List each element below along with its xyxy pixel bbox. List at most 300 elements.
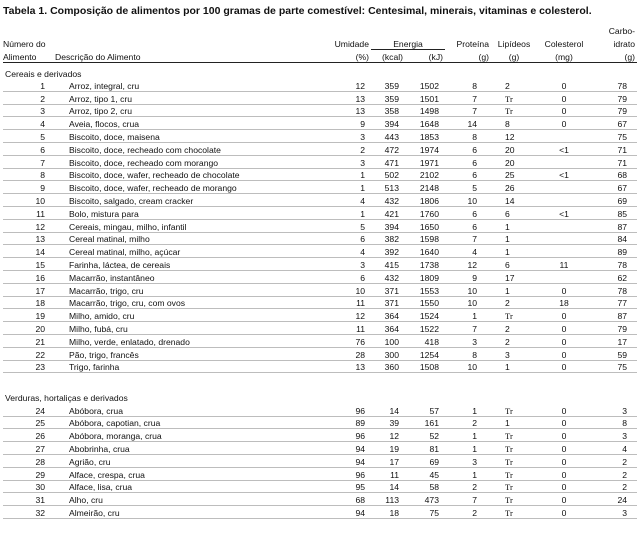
lipideos-value: 1 bbox=[491, 245, 537, 258]
colesterol-value: 0 bbox=[537, 309, 591, 322]
umidade-value: 3 bbox=[317, 258, 371, 271]
umidade-value: 96 bbox=[317, 403, 371, 416]
carboidrato-value: 24 bbox=[591, 493, 637, 506]
food-number: 11 bbox=[3, 206, 55, 219]
food-number: 7 bbox=[3, 155, 55, 168]
energia-kj-value: 1809 bbox=[405, 270, 445, 283]
energia-kj-value: 1640 bbox=[405, 245, 445, 258]
lipideos-value: Tr bbox=[491, 309, 537, 322]
table-row bbox=[3, 506, 637, 519]
energia-kj-value: 1853 bbox=[405, 130, 445, 143]
food-number: 2 bbox=[3, 91, 55, 104]
colesterol-value: 0 bbox=[537, 334, 591, 347]
energia-kj-value: 1501 bbox=[405, 91, 445, 104]
header-carbo-line1: Carbo- bbox=[608, 26, 635, 36]
header-umidade: Umidade bbox=[334, 39, 369, 49]
energia-kcal-value: 392 bbox=[371, 245, 405, 258]
table-row bbox=[3, 181, 637, 194]
colesterol-value: <1 bbox=[537, 206, 591, 219]
energia-kj-value: 1971 bbox=[405, 155, 445, 168]
lipideos-value: 2 bbox=[491, 79, 537, 92]
lipideos-value: 25 bbox=[491, 168, 537, 181]
proteina-value: 10 bbox=[445, 360, 491, 373]
lipideos-value: 6 bbox=[491, 258, 537, 271]
table-row bbox=[3, 467, 637, 480]
energia-kcal-value: 364 bbox=[371, 322, 405, 335]
energia-kcal-value: 421 bbox=[371, 206, 405, 219]
lipideos-value: Tr bbox=[491, 455, 537, 468]
carboidrato-value: 68 bbox=[591, 168, 637, 181]
section-title: Verduras, hortaliças e derivados bbox=[5, 393, 128, 404]
energia-kj-value: 1650 bbox=[405, 219, 445, 232]
section-spacer-cell bbox=[3, 373, 637, 388]
energia-kcal-value: 359 bbox=[371, 79, 405, 92]
umidade-value: 1 bbox=[317, 181, 371, 194]
food-number: 29 bbox=[3, 467, 55, 480]
colesterol-value: 11 bbox=[537, 258, 591, 271]
table-row bbox=[3, 309, 637, 322]
section-header-row bbox=[3, 62, 637, 79]
energia-kcal-value: 394 bbox=[371, 219, 405, 232]
table-row bbox=[3, 296, 637, 309]
carboidrato-value: 77 bbox=[591, 296, 637, 309]
food-description: Abóbora, capotian, crua bbox=[55, 416, 317, 429]
proteina-value: 6 bbox=[445, 219, 491, 232]
food-number: 6 bbox=[3, 142, 55, 155]
carboidrato-value: 78 bbox=[591, 283, 637, 296]
lipideos-value: 12 bbox=[491, 130, 537, 143]
lipideos-value: 17 bbox=[491, 270, 537, 283]
food-description: Milho, verde, enlatado, drenado bbox=[55, 334, 317, 347]
carboidrato-value: 89 bbox=[591, 245, 637, 258]
energia-kj-value: 1598 bbox=[405, 232, 445, 245]
energia-kcal-value: 113 bbox=[371, 493, 405, 506]
food-number: 16 bbox=[3, 270, 55, 283]
colesterol-value: 0 bbox=[537, 416, 591, 429]
food-description: Macarrão, trigo, cru, com ovos bbox=[55, 296, 317, 309]
header-colesterol: Colesterol bbox=[544, 39, 584, 49]
lipideos-value: 3 bbox=[491, 347, 537, 360]
table-row bbox=[3, 442, 637, 455]
colesterol-value: 0 bbox=[537, 506, 591, 519]
food-number: 30 bbox=[3, 480, 55, 493]
table-row bbox=[3, 322, 637, 335]
food-description: Alface, lisa, crua bbox=[55, 480, 317, 493]
umidade-value: 2 bbox=[317, 142, 371, 155]
food-description: Macarrão, instantâneo bbox=[55, 270, 317, 283]
energia-kj-value: 1738 bbox=[405, 258, 445, 271]
energia-kj-value: 58 bbox=[405, 480, 445, 493]
lipideos-value: 1 bbox=[491, 219, 537, 232]
table-row bbox=[3, 360, 637, 373]
proteina-value: 2 bbox=[445, 506, 491, 519]
header-numero-line2: Alimento bbox=[3, 49, 55, 62]
carboidrato-value: 8 bbox=[591, 416, 637, 429]
energia-kj-value: 1524 bbox=[405, 309, 445, 322]
energia-kcal-value: 359 bbox=[371, 91, 405, 104]
lipideos-value: 20 bbox=[491, 155, 537, 168]
energia-kcal-value: 371 bbox=[371, 296, 405, 309]
colesterol-value: 0 bbox=[537, 117, 591, 130]
header-carbo-unit: (g) bbox=[591, 49, 637, 62]
carboidrato-value: 67 bbox=[591, 181, 637, 194]
food-description: Cereal matinal, milho bbox=[55, 232, 317, 245]
lipideos-value: Tr bbox=[491, 493, 537, 506]
energia-kj-value: 52 bbox=[405, 429, 445, 442]
section-title: Cereais e derivados bbox=[5, 68, 82, 79]
carboidrato-value: 2 bbox=[591, 455, 637, 468]
umidade-value: 89 bbox=[317, 416, 371, 429]
food-number: 20 bbox=[3, 322, 55, 335]
umidade-value: 94 bbox=[317, 455, 371, 468]
food-description: Abóbora, crua bbox=[55, 403, 317, 416]
energia-kcal-value: 11 bbox=[371, 467, 405, 480]
proteina-value: 7 bbox=[445, 322, 491, 335]
lipideos-value: 26 bbox=[491, 181, 537, 194]
proteina-value: 4 bbox=[445, 245, 491, 258]
food-number: 14 bbox=[3, 245, 55, 258]
proteina-value: 8 bbox=[445, 347, 491, 360]
table-row bbox=[3, 403, 637, 416]
energia-kcal-value: 382 bbox=[371, 232, 405, 245]
energia-kcal-value: 513 bbox=[371, 181, 405, 194]
food-description: Pão, trigo, francês bbox=[55, 347, 317, 360]
food-description: Biscoito, doce, maisena bbox=[55, 130, 317, 143]
energia-kj-value: 473 bbox=[405, 493, 445, 506]
energia-kj-value: 418 bbox=[405, 334, 445, 347]
lipideos-value: 2 bbox=[491, 296, 537, 309]
table-header bbox=[3, 23, 637, 62]
energia-kcal-value: 360 bbox=[371, 360, 405, 373]
carboidrato-value: 2 bbox=[591, 480, 637, 493]
proteina-value: 14 bbox=[445, 117, 491, 130]
carboidrato-value: 78 bbox=[591, 79, 637, 92]
energia-kcal-value: 471 bbox=[371, 155, 405, 168]
umidade-value: 4 bbox=[317, 245, 371, 258]
umidade-value: 28 bbox=[317, 347, 371, 360]
energia-kj-value: 69 bbox=[405, 455, 445, 468]
lipideos-value: 1 bbox=[491, 232, 537, 245]
energia-kj-value: 75 bbox=[405, 506, 445, 519]
food-description: Trigo, farinha bbox=[55, 360, 317, 373]
header-energia: Energia bbox=[371, 36, 445, 49]
umidade-value: 68 bbox=[317, 493, 371, 506]
carboidrato-value: 75 bbox=[591, 360, 637, 373]
lipideos-value: 2 bbox=[491, 322, 537, 335]
proteina-value: 7 bbox=[445, 91, 491, 104]
food-description: Biscoito, doce, recheado com morango bbox=[55, 155, 317, 168]
energia-kcal-value: 100 bbox=[371, 334, 405, 347]
food-description: Cereais, mingau, milho, infantil bbox=[55, 219, 317, 232]
food-description: Milho, fubá, cru bbox=[55, 322, 317, 335]
energia-kcal-value: 39 bbox=[371, 416, 405, 429]
energia-kcal-value: 432 bbox=[371, 270, 405, 283]
proteina-value: 6 bbox=[445, 142, 491, 155]
colesterol-value bbox=[537, 270, 591, 283]
proteina-value: 8 bbox=[445, 79, 491, 92]
carboidrato-value: 62 bbox=[591, 270, 637, 283]
food-number: 22 bbox=[3, 347, 55, 360]
carboidrato-value: 85 bbox=[591, 206, 637, 219]
energia-kj-value: 1760 bbox=[405, 206, 445, 219]
proteina-value: 5 bbox=[445, 181, 491, 194]
umidade-value: 6 bbox=[317, 232, 371, 245]
proteina-value: 1 bbox=[445, 429, 491, 442]
food-number: 1 bbox=[3, 79, 55, 92]
header-lipideos-unit: (g) bbox=[491, 49, 537, 62]
food-description: Aveia, flocos, crua bbox=[55, 117, 317, 130]
carboidrato-value: 79 bbox=[591, 91, 637, 104]
lipideos-value: 1 bbox=[491, 360, 537, 373]
table-row bbox=[3, 91, 637, 104]
carboidrato-value: 69 bbox=[591, 194, 637, 207]
food-number: 10 bbox=[3, 194, 55, 207]
food-number: 8 bbox=[3, 168, 55, 181]
food-number: 26 bbox=[3, 429, 55, 442]
header-energia-kj: (kJ) bbox=[405, 49, 445, 62]
table-row bbox=[3, 347, 637, 360]
colesterol-value bbox=[537, 232, 591, 245]
food-description: Abóbora, moranga, crua bbox=[55, 429, 317, 442]
food-description: Macarrão, trigo, cru bbox=[55, 283, 317, 296]
colesterol-value: 0 bbox=[537, 429, 591, 442]
lipideos-value: Tr bbox=[491, 480, 537, 493]
umidade-value: 12 bbox=[317, 309, 371, 322]
food-number: 25 bbox=[3, 416, 55, 429]
food-composition-table bbox=[3, 23, 637, 519]
energia-kj-value: 57 bbox=[405, 403, 445, 416]
colesterol-value bbox=[537, 245, 591, 258]
food-number: 21 bbox=[3, 334, 55, 347]
umidade-value: 4 bbox=[317, 194, 371, 207]
section-header-row bbox=[3, 387, 637, 403]
umidade-value: 1 bbox=[317, 206, 371, 219]
lipideos-value: 20 bbox=[491, 142, 537, 155]
food-description: Milho, amido, cru bbox=[55, 309, 317, 322]
carboidrato-value: 71 bbox=[591, 142, 637, 155]
umidade-value: 11 bbox=[317, 322, 371, 335]
energia-kcal-value: 443 bbox=[371, 130, 405, 143]
colesterol-value: 0 bbox=[537, 91, 591, 104]
colesterol-value bbox=[537, 155, 591, 168]
food-description: Alface, crespa, crua bbox=[55, 467, 317, 480]
energia-kj-value: 2102 bbox=[405, 168, 445, 181]
energia-kj-value: 2148 bbox=[405, 181, 445, 194]
carboidrato-value: 84 bbox=[591, 232, 637, 245]
table-row bbox=[3, 232, 637, 245]
proteina-value: 6 bbox=[445, 168, 491, 181]
umidade-value: 94 bbox=[317, 506, 371, 519]
table-row bbox=[3, 480, 637, 493]
carboidrato-value: 87 bbox=[591, 309, 637, 322]
colesterol-value bbox=[537, 181, 591, 194]
proteina-value: 3 bbox=[445, 334, 491, 347]
food-description: Agrião, cru bbox=[55, 455, 317, 468]
umidade-value: 13 bbox=[317, 360, 371, 373]
proteina-value: 9 bbox=[445, 270, 491, 283]
energia-kcal-value: 18 bbox=[371, 506, 405, 519]
food-description: Farinha, láctea, de cereais bbox=[55, 258, 317, 271]
colesterol-value: 0 bbox=[537, 455, 591, 468]
lipideos-value: 1 bbox=[491, 283, 537, 296]
energia-kj-value: 1502 bbox=[405, 79, 445, 92]
lipideos-value: Tr bbox=[491, 403, 537, 416]
food-number: 5 bbox=[3, 130, 55, 143]
carboidrato-value: 87 bbox=[591, 219, 637, 232]
umidade-value: 13 bbox=[317, 104, 371, 117]
umidade-value: 9 bbox=[317, 117, 371, 130]
header-umidade-unit: (%) bbox=[317, 49, 371, 62]
energia-kcal-value: 371 bbox=[371, 283, 405, 296]
lipideos-value: 1 bbox=[491, 416, 537, 429]
proteina-value: 10 bbox=[445, 296, 491, 309]
colesterol-value: 0 bbox=[537, 347, 591, 360]
food-number: 32 bbox=[3, 506, 55, 519]
energia-kcal-value: 12 bbox=[371, 429, 405, 442]
header-lipideos: Lipídeos bbox=[497, 39, 531, 49]
carboidrato-value: 17 bbox=[591, 334, 637, 347]
header-proteina-unit: (g) bbox=[445, 49, 491, 62]
carboidrato-value: 3 bbox=[591, 506, 637, 519]
table-row bbox=[3, 79, 637, 92]
table-row bbox=[3, 283, 637, 296]
food-number: 19 bbox=[3, 309, 55, 322]
carboidrato-value: 79 bbox=[591, 104, 637, 117]
colesterol-value: 0 bbox=[537, 442, 591, 455]
food-number: 15 bbox=[3, 258, 55, 271]
carboidrato-value: 67 bbox=[591, 117, 637, 130]
food-number: 17 bbox=[3, 283, 55, 296]
food-description: Arroz, tipo 2, cru bbox=[55, 104, 317, 117]
food-description: Almeirão, cru bbox=[55, 506, 317, 519]
table-row bbox=[3, 258, 637, 271]
food-number: 13 bbox=[3, 232, 55, 245]
food-description: Bolo, mistura para bbox=[55, 206, 317, 219]
food-number: 23 bbox=[3, 360, 55, 373]
proteina-value: 1 bbox=[445, 467, 491, 480]
header-colesterol-unit: (mg) bbox=[537, 49, 591, 62]
header-descricao: Descrição do Alimento bbox=[55, 49, 317, 62]
table-title: Tabela 1. Composição de alimentos por 100 gramas de parte comestível: Centesimal, minerais, vitaminas e colesterol. bbox=[3, 5, 592, 17]
carboidrato-value: 59 bbox=[591, 347, 637, 360]
table-row bbox=[3, 194, 637, 207]
food-description: Cereal matinal, milho, açúcar bbox=[55, 245, 317, 258]
proteina-value: 12 bbox=[445, 258, 491, 271]
table-row bbox=[3, 429, 637, 442]
umidade-value: 76 bbox=[317, 334, 371, 347]
umidade-value: 1 bbox=[317, 168, 371, 181]
colesterol-value bbox=[537, 194, 591, 207]
colesterol-value bbox=[537, 219, 591, 232]
colesterol-value: 18 bbox=[537, 296, 591, 309]
food-number: 9 bbox=[3, 181, 55, 194]
energia-kcal-value: 472 bbox=[371, 142, 405, 155]
energia-kj-value: 1806 bbox=[405, 194, 445, 207]
food-description: Arroz, integral, cru bbox=[55, 79, 317, 92]
colesterol-value: 0 bbox=[537, 493, 591, 506]
table-row bbox=[3, 142, 637, 155]
table-row bbox=[3, 206, 637, 219]
food-number: 3 bbox=[3, 104, 55, 117]
colesterol-value: 0 bbox=[537, 283, 591, 296]
section-spacer bbox=[3, 373, 637, 388]
energia-kcal-value: 364 bbox=[371, 309, 405, 322]
umidade-value: 3 bbox=[317, 155, 371, 168]
energia-kj-value: 81 bbox=[405, 442, 445, 455]
carboidrato-value: 4 bbox=[591, 442, 637, 455]
lipideos-value: Tr bbox=[491, 506, 537, 519]
lipideos-value: Tr bbox=[491, 429, 537, 442]
carboidrato-value: 3 bbox=[591, 403, 637, 416]
food-number: 27 bbox=[3, 442, 55, 455]
proteina-value: 2 bbox=[445, 416, 491, 429]
colesterol-value bbox=[537, 130, 591, 143]
table-row bbox=[3, 455, 637, 468]
colesterol-value: <1 bbox=[537, 142, 591, 155]
header-energia-kcal: (kcal) bbox=[371, 49, 405, 62]
energia-kj-value: 161 bbox=[405, 416, 445, 429]
umidade-value: 6 bbox=[317, 270, 371, 283]
energia-kj-value: 1550 bbox=[405, 296, 445, 309]
proteina-value: 3 bbox=[445, 455, 491, 468]
umidade-value: 3 bbox=[317, 130, 371, 143]
food-number: 12 bbox=[3, 219, 55, 232]
energia-kcal-value: 432 bbox=[371, 194, 405, 207]
colesterol-value: <1 bbox=[537, 168, 591, 181]
carboidrato-value: 3 bbox=[591, 429, 637, 442]
table-body bbox=[3, 62, 637, 519]
food-description: Biscoito, doce, recheado com chocolate bbox=[55, 142, 317, 155]
energia-kj-value: 1254 bbox=[405, 347, 445, 360]
food-description: Biscoito, doce, wafer, recheado de chocolate bbox=[55, 168, 317, 181]
table-row bbox=[3, 155, 637, 168]
table-row bbox=[3, 130, 637, 143]
food-number: 24 bbox=[3, 403, 55, 416]
energia-kj-value: 45 bbox=[405, 467, 445, 480]
table-row bbox=[3, 416, 637, 429]
energia-kj-value: 1508 bbox=[405, 360, 445, 373]
lipideos-value: 8 bbox=[491, 117, 537, 130]
colesterol-value: 0 bbox=[537, 322, 591, 335]
umidade-value: 96 bbox=[317, 429, 371, 442]
proteina-value: 1 bbox=[445, 309, 491, 322]
proteina-value: 7 bbox=[445, 493, 491, 506]
proteina-value: 7 bbox=[445, 232, 491, 245]
energia-kcal-value: 14 bbox=[371, 480, 405, 493]
proteina-value: 1 bbox=[445, 442, 491, 455]
energia-kcal-value: 394 bbox=[371, 117, 405, 130]
energia-kcal-value: 17 bbox=[371, 455, 405, 468]
carboidrato-value: 2 bbox=[591, 467, 637, 480]
food-description: Alho, cru bbox=[55, 493, 317, 506]
energia-kcal-value: 358 bbox=[371, 104, 405, 117]
carboidrato-value: 75 bbox=[591, 130, 637, 143]
food-description: Abobrinha, crua bbox=[55, 442, 317, 455]
umidade-value: 96 bbox=[317, 467, 371, 480]
colesterol-value: 0 bbox=[537, 480, 591, 493]
food-description: Arroz, tipo 1, cru bbox=[55, 91, 317, 104]
table-row bbox=[3, 104, 637, 117]
proteina-value: 6 bbox=[445, 206, 491, 219]
proteina-value: 1 bbox=[445, 403, 491, 416]
carboidrato-value: 71 bbox=[591, 155, 637, 168]
umidade-value: 94 bbox=[317, 442, 371, 455]
lipideos-value: Tr bbox=[491, 104, 537, 117]
umidade-value: 11 bbox=[317, 296, 371, 309]
colesterol-value: 0 bbox=[537, 79, 591, 92]
proteina-value: 10 bbox=[445, 194, 491, 207]
lipideos-value: Tr bbox=[491, 91, 537, 104]
